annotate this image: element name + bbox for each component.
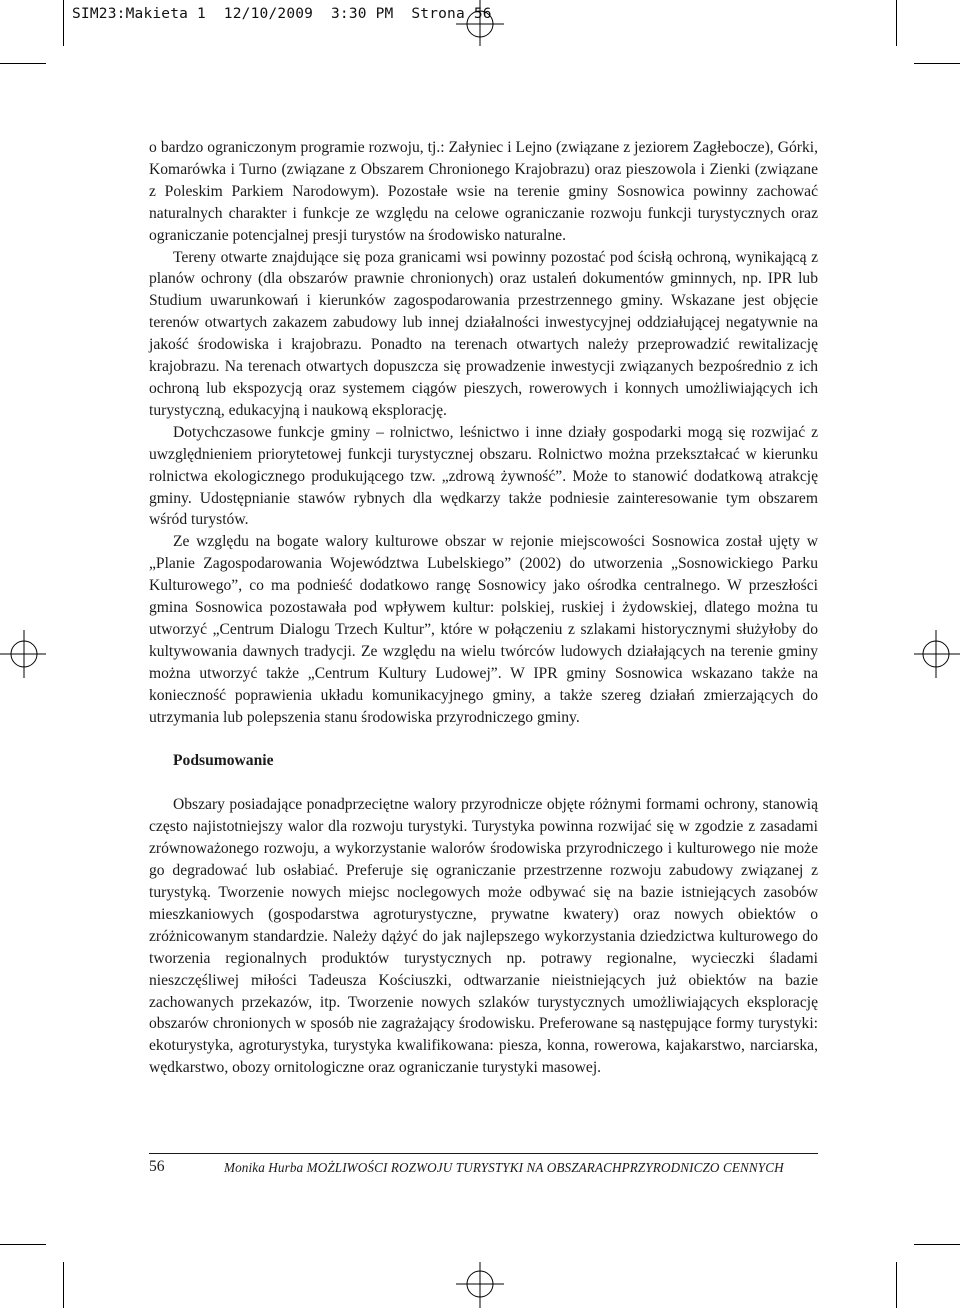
page-number: 56	[149, 1158, 165, 1175]
registration-mark-right	[914, 630, 960, 678]
crop-mark-top-right-vertical	[896, 0, 897, 46]
body-text-column	[149, 137, 818, 1079]
print-slug-line: SIM23:Makieta 1 12/10/2009 3:30 PM Strona 56	[72, 6, 492, 22]
crop-mark-top-left-vertical	[63, 0, 64, 46]
crop-mark-top-right-horizontal	[914, 63, 960, 64]
registration-mark-bottom	[456, 1262, 504, 1308]
body-paragraph: o bardzo ograniczonym programie rozwoju, tj.: Załyniec i Lejno (związane z jeziorem Zagłebocze), Górki, Komarówka i Turno (związane z Obszarem Chronionego Krajobrazu) oraz pieszowola i Zienki (związane z Poleskim Parkiem Narodowym). Pozostałe wsie na terenie gminy Sosnowica powinny zachować naturalnych charakter i funkcje ze względu na celowe ograniczanie rozwoju funkcji turystycznych oraz ograniczanie potencjalnej presji turystów na środowisko naturalne.	[149, 139, 818, 244]
crop-mark-bottom-left-horizontal	[0, 1244, 46, 1245]
body-paragraph: Tereny otwarte znajdujące się poza granicami wsi powinny pozostać pod ścisłą ochroną, wynikającą z planów ochrony (dla obszarów prawnie chronionych) oraz ustaleń dokumentów gminnych, np. IPR lub Studium uwarunkowań i kierunków zagospodarowania przestrzennego gminy. Wskazane jest objęcie terenów otwartych zakazem zabudowy lub innej działalności inwestycyjnej oddziałującej negatywnie na jakość środowiska i krajobrazu. Ponadto na terenach otwartych należy przeprowadzić rewitalizację krajobrazu. Na terenach otwartych dopuszcza się prowadzenie inwestycji związanych bezpośrednio z ich ochroną lub ekspozycją oraz systemem ciągów pieszych, rowerowych i konnych umożliwiających ich turystyczną, edukacyjną i naukową eksplorację.	[149, 248, 818, 419]
crop-mark-bottom-right-horizontal	[914, 1244, 960, 1245]
running-footer-title: Monika Hurba MOŻLIWOŚCI ROZWOJU TURYSTYKI NA OBSZARACHPRZYRODNICZO CENNYCH	[224, 1160, 784, 1175]
body-paragraph: Ze względu na bogate walory kulturowe obszar w rejonie miejscowości Sosnowica został ujęty w „Planie Zagospodarowania Województwa Lubelskiego” (2002) do utworzenia „Sosnowickiego Parku Kulturowego”, co ma podnieść dodatkowo rangę Sosnowicy jako ośrodka centralnego. W przeszłości gmina Sosnowica pozostawała pod wpływem kultur: polskiej, ruskiej i żydowskiej, dlatego można tu utworzyć „Centrum Dialogu Trzech Kultur”, które w połączeniu z szlakami historycznymi służyłoby do kultywowania dawnych tradycji. Ze względu na wielu twórców ludowych działających na terenie gminy można utworzyć także „Centrum Kultury Ludowej”. W IPR gminy Sosnowica wskazano także na konieczność poprawienia układu komunikacyjnego gminy, a także szereg działań zmierzających do utrzymania lub polepszenia stanu środowiska przyrodniczego gminy.	[149, 533, 818, 726]
section-heading: Podsumowanie	[173, 752, 274, 770]
body-paragraph: Obszary posiadające ponadprzeciętne walory przyrodnicze objęte różnymi formami ochrony, stanowią często najistotniejszy walor dla rozwoju turystyki. Turystyka powinna rozwijać się w zgodzie z zasadami zrównoważonego rozwoju, a wykorzystanie walorów środowiska przyrodniczego i kulturowego nie może go degradować lub osłabiać. Preferuje się ograniczanie przestrzenne rozwoju zabudowy związanej z turystyką. Tworzenie nowych miejsc noclegowych może odbywać się na bazie istniejących zasobów mieszkaniowych (gospodarstwa agroturystyczne, prywatne kwatery) oraz nowych obiektów o zróżnicowanym standardzie. Należy dążyć do jak najlepszego wykorzystania dziedzictwa kulturowego do tworzenia regionalnych produktów turystycznych np. potrawy regionalne, wycieczki śladami nieszczęśliwej miłości Tadeusza Kościuszki, odtwarzanie nieistniejących już obiektów na bazie zachowanych przekazów, itp. Tworzenie nowych szlaków turystycznych umożliwiających eksplorację obszarów chronionych w sposób nie zagrażający środowisku. Preferowane są następujące formy turystyki: ekoturystyka, agroturystyka, turystyka kwalifikowana: piesza, konna, rowerowa, kajakarstwo, narciarska, wędkarstwo, obozy ornitologiczne oraz ograniczanie turystyki masowej.	[149, 796, 818, 1077]
crop-mark-bottom-right-vertical	[896, 1262, 897, 1308]
footer-rule	[149, 1153, 818, 1154]
registration-mark-top	[456, 0, 504, 46]
crop-mark-top-left-horizontal	[0, 63, 46, 64]
body-paragraph: Dotychczasowe funkcje gminy – rolnictwo, leśnictwo i inne działy gospodarki mogą się rozwijać z uwzględnieniem priorytetowej funkcji turystycznej obszaru. Rolnictwo można przekształcać w kierunku rolnictwa ekologicznego produkującego tzw. „zdrową żywność”. Może to stanowić dodatkową atrakcję gminy. Udostępnianie stawów rybnych dla wędkarzy także podniesie zainteresowanie tym obszarem wśród turystów.	[149, 423, 818, 529]
registration-mark-left	[0, 630, 46, 678]
crop-mark-bottom-left-vertical	[63, 1262, 64, 1308]
